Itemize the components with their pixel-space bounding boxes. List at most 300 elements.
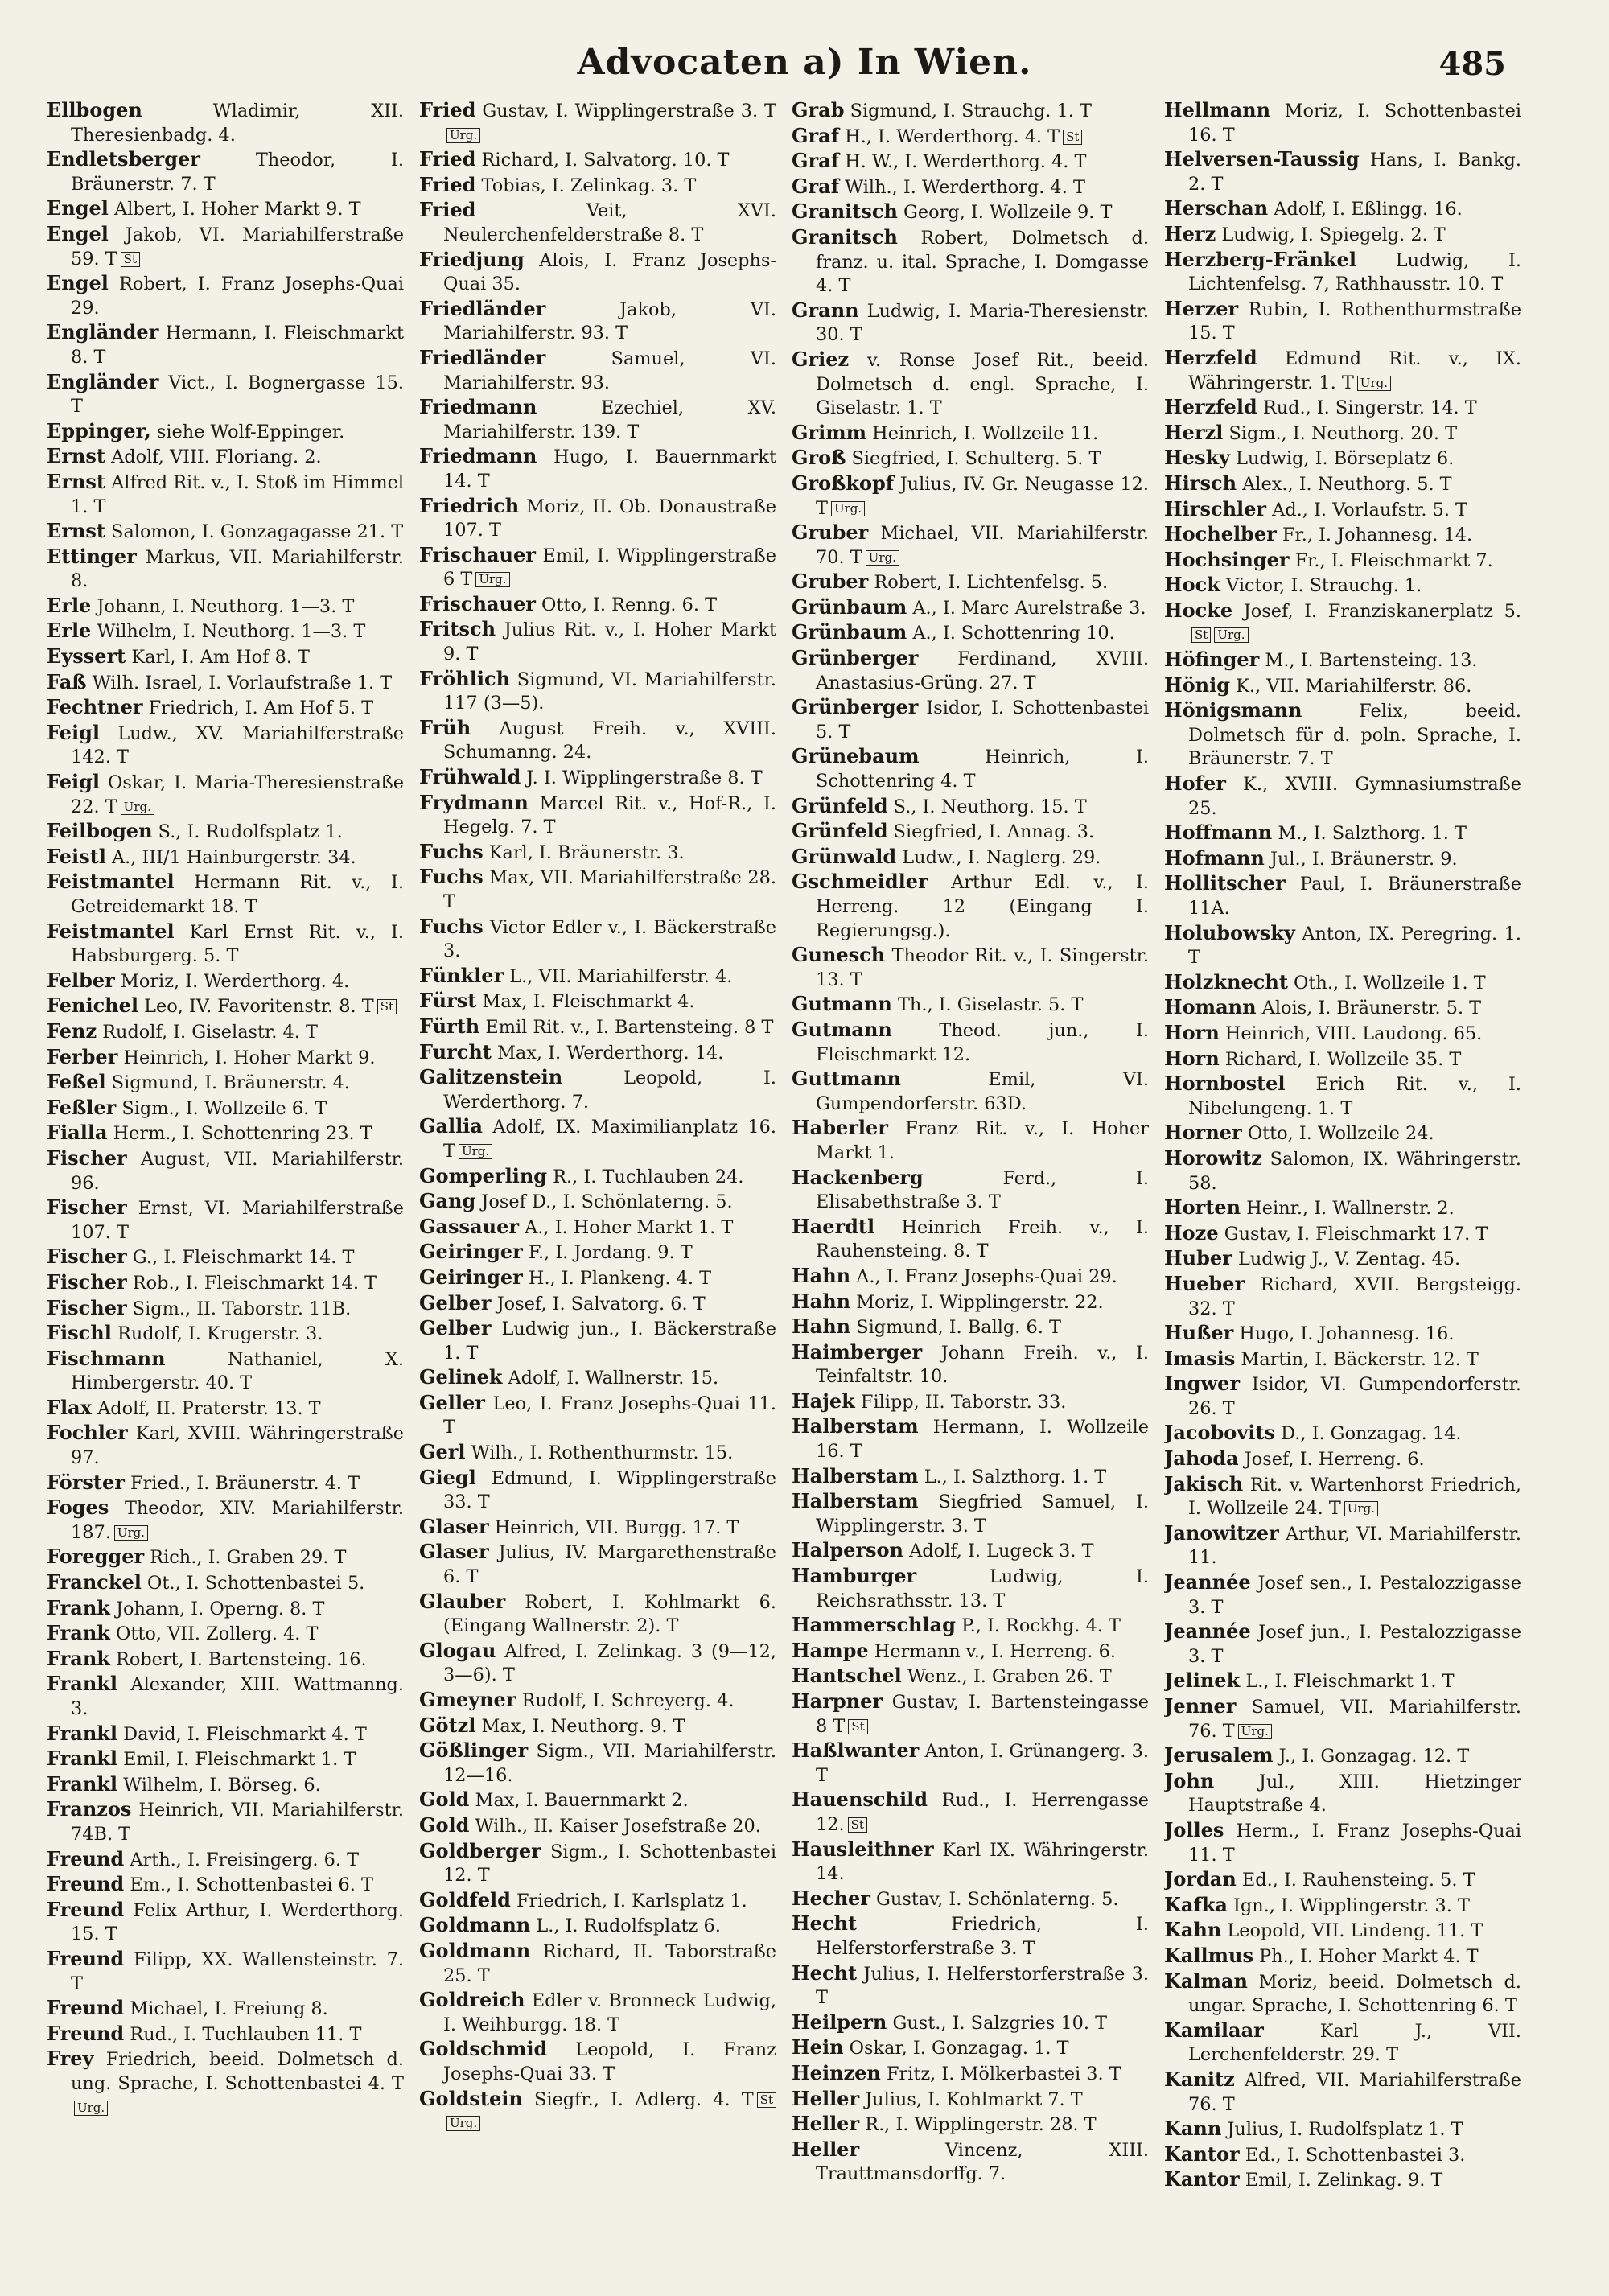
entry-details: Hermann v., I. Herreng. 6.: [868, 1640, 1117, 1662]
entry-details: Ludwig, I. Lichtenfelsg. 7, Rathhausstr. 10. T: [1188, 249, 1521, 295]
directory-entry: [47, 1121, 404, 1146]
directory-entry: [792, 521, 1149, 570]
directory-entry: [47, 1347, 404, 1396]
entry-surname: Herzberg-Fränkel: [1164, 247, 1356, 271]
entry-surname: Friedrich: [419, 493, 520, 517]
directory-entry: [47, 1570, 404, 1596]
directory-entry: [1164, 1867, 1521, 1893]
directory-entry: [47, 1296, 404, 1322]
entry-surname: Eppinger,: [47, 418, 151, 442]
entry-details: Gustav, I. Schönlaterng. 5.: [870, 1888, 1119, 1910]
entry-badge: St: [121, 252, 140, 267]
entry-surname: Friedjung: [419, 247, 525, 271]
directory-entry: [47, 695, 404, 721]
entry-surname: Hoffmann: [1164, 821, 1273, 845]
entry-details: Herm., I. Schottenring 23. T: [107, 1123, 372, 1145]
directory-entry: [792, 421, 1149, 446]
entry-surname: Giegl: [419, 1465, 476, 1489]
entry-surname: Hofer: [1164, 772, 1226, 796]
directory-entry: [1164, 698, 1521, 772]
entry-surname: Graf: [792, 149, 840, 173]
entry-details: K., VII. Mariahilferstr. 86.: [1230, 675, 1472, 697]
directory-entry: [1164, 673, 1521, 699]
directory-entry: [419, 1466, 776, 1515]
entry-details: Robert, Dolmetsch d. franz. u. ital. Sprache, I. Domgasse 4. T: [816, 227, 1149, 297]
entry-badge: St: [1063, 130, 1082, 145]
directory-entry: [1164, 222, 1521, 248]
entry-badge: Urg.: [74, 2101, 108, 2116]
directory-entry: [1164, 548, 1521, 574]
directory-entry: [792, 794, 1149, 820]
entry-surname: Frankl: [47, 1721, 118, 1745]
directory-entry: [47, 1195, 404, 1245]
entry-details: Theodor, I. Bräunerstr. 7. T: [71, 150, 404, 195]
page-header: [0, 42, 1609, 98]
entry-surname: Hampe: [792, 1638, 869, 1662]
directory-entry: [1164, 2167, 1521, 2193]
entry-surname: Felber: [47, 968, 115, 992]
entry-details: Ludwig, I. Spiegelg. 2. T: [1216, 224, 1446, 245]
entry-details: Rudolf, I. Schreyerg. 4.: [516, 1690, 735, 1711]
entry-surname: Gschmeidler: [792, 870, 928, 894]
entry-surname: Granitsch: [792, 224, 898, 249]
directory-entry: [792, 570, 1149, 595]
entry-details: Karl Ernst Rit. v., I. Habsburgerg. 5. T: [71, 921, 404, 967]
entry-surname: Hajek: [792, 1389, 855, 1413]
entry-surname: Hofmann: [1164, 846, 1265, 870]
entry-surname: Feigl: [47, 770, 101, 794]
directory-entry: [1164, 1694, 1521, 1743]
entry-surname: Hein: [792, 2035, 844, 2059]
directory-entry: [1164, 1521, 1521, 1570]
entry-details: L., VII. Mariahilferstr. 4.: [504, 965, 733, 987]
entry-surname: Ellbogen: [47, 98, 142, 121]
directory-entry: [1164, 2142, 1521, 2168]
directory-entry: [419, 1240, 776, 1265]
directory-entry: [792, 845, 1149, 870]
entry-details: Josef, I. Salvatorg. 6. T: [491, 1293, 706, 1315]
entry-details: G., I. Fleischmarkt 14. T: [126, 1247, 355, 1269]
directory-entry: [792, 98, 1149, 124]
entry-details: Arth., I. Freisingerg. 6. T: [124, 1849, 360, 1870]
entry-details: David, I. Fleischmarkt 4. T: [117, 1723, 367, 1745]
entry-details: Wilhelm, I. Neuthorg. 1—3. T: [91, 621, 366, 643]
directory-entry: [419, 1114, 776, 1163]
entry-surname: Jakisch: [1164, 1471, 1244, 1496]
entry-surname: Kamilaar: [1164, 2018, 1264, 2042]
entry-details: Josef, I. Herreng. 6.: [1238, 1449, 1425, 1471]
entry-surname: Jelinek: [1164, 1669, 1241, 1693]
directory-entry: [419, 791, 776, 840]
directory-entry: [792, 200, 1149, 225]
directory-entry: [1164, 573, 1521, 599]
entry-details: Rudolf, I. Giselastr. 4. T: [97, 1021, 318, 1043]
entry-surname: Horn: [1164, 1046, 1220, 1070]
entry-surname: Fenichel: [47, 994, 139, 1018]
directory-entry: [1164, 1347, 1521, 1372]
entry-details: Josef sen., I. Pestalozzigasse 3. T: [1188, 1573, 1521, 1618]
directory-entry: [419, 297, 776, 346]
entry-details: D., I. Gonzagag. 14.: [1274, 1423, 1462, 1445]
entry-surname: Fried: [419, 147, 476, 171]
entry-surname: Grünebaum: [792, 744, 920, 768]
directory-entry: [792, 1315, 1149, 1340]
entry-surname: Grünwald: [792, 844, 897, 868]
directory-entry: [47, 819, 404, 845]
directory-entry: [47, 594, 404, 619]
directory-entry: [47, 370, 404, 419]
entry-surname: Haerdtl: [792, 1214, 875, 1238]
directory-entry: [47, 1847, 404, 1873]
directory-entry: [47, 1672, 404, 1721]
entry-badge: Urg.: [446, 2116, 480, 2131]
entry-details: Samuel, VII. Mariahilferstr. 76. T: [1188, 1697, 1521, 1742]
entry-surname: Harpner: [792, 1689, 883, 1713]
entry-surname: Grann: [792, 298, 859, 322]
entry-details: Salomon, IX. Währingerstr. 58.: [1188, 1148, 1521, 1194]
entry-details: Ph., I. Hoher Markt 4. T: [1253, 1945, 1479, 1967]
directory-entry: [792, 1389, 1149, 1415]
entry-details: Karl, I. Am Hof 8. T: [126, 647, 310, 669]
directory-entry: [792, 595, 1149, 621]
entry-details: Siegfr., I. Adlerg. 4. T: [522, 2088, 754, 2110]
directory-entry: [1164, 1146, 1521, 1195]
directory-entry: [47, 1872, 404, 1898]
entry-surname: Fürst: [419, 989, 477, 1013]
directory-entry: [419, 989, 776, 1014]
directory-entry: [47, 545, 404, 594]
entry-surname: Hecht: [792, 1961, 858, 1985]
entry-surname: Frank: [47, 1621, 110, 1645]
entry-details: Johann Freih. v., I. Teinfaltstr. 10.: [816, 1342, 1149, 1388]
entry-details: Hugo, I. Bauernmarkt 14. T: [443, 446, 776, 492]
directory-entry: [1164, 1321, 1521, 1347]
entry-surname: Fuchs: [419, 839, 484, 863]
entry-badge: St: [848, 1719, 867, 1734]
entry-surname: Gunesch: [792, 943, 886, 967]
entry-surname: Foges: [47, 1496, 109, 1520]
entry-details: Moriz, I. Werderthorg. 4.: [114, 970, 350, 992]
entry-details: Adolf, II. Praterstr. 13. T: [92, 1397, 321, 1419]
entry-details: Edler v. Bronneck Ludwig, I. Weihburgg. 18. T: [443, 1990, 776, 2035]
entry-details: Friedrich, I. Helferstorferstraße 3. T: [816, 1914, 1149, 1959]
entry-surname: Fischer: [47, 1245, 127, 1269]
entry-details: Adolf, IX. Maximilianplatz 16. T: [443, 1117, 776, 1162]
entry-surname: Goldberger: [419, 1838, 541, 1862]
entry-surname: Fried: [419, 98, 476, 121]
entry-details: L., I. Fleischmarkt 1. T: [1240, 1671, 1455, 1693]
entry-details: Alexander, XIII. Wattmanng. 3.: [71, 1674, 404, 1719]
entry-surname: Hahn: [792, 1315, 851, 1339]
entry-details: Alfred Rit. v., I. Stoß im Himmel 1. T: [71, 471, 404, 517]
directory-entry: [1164, 248, 1521, 297]
entry-details: Rob., I. Fleischmarkt 14. T: [126, 1272, 377, 1294]
entry-details: Ferdinand, XVIII. Anastasius-Grüng. 27. T: [816, 648, 1149, 693]
entry-surname: Geller: [419, 1390, 485, 1414]
directory-entry: [419, 765, 776, 791]
directory-entry: [419, 1738, 776, 1788]
entry-surname: Herschan: [1164, 196, 1269, 220]
entry-surname: Horner: [1164, 1121, 1242, 1145]
column-1: [47, 98, 404, 2262]
entry-surname: Gruber: [792, 570, 869, 594]
directory-entry: [1164, 1472, 1521, 1521]
entry-surname: Fried: [419, 172, 476, 196]
directory-entry: [1164, 846, 1521, 872]
entry-surname: Hantschel: [792, 1664, 902, 1688]
entry-details: Fritz, I. Mölkerbastei 3. T: [880, 2063, 1121, 2084]
entry-surname: Hirschler: [1164, 496, 1267, 521]
entry-surname: Fischer: [47, 1269, 127, 1294]
directory-entry: [47, 98, 404, 147]
directory-entry: [419, 1939, 776, 1988]
entry-surname: Hecht: [792, 1911, 858, 1936]
directory-entry: [47, 222, 404, 271]
entry-surname: Imasis: [1164, 1346, 1236, 1370]
directory-entry: [419, 1065, 776, 1114]
entry-surname: Kann: [1164, 2117, 1222, 2141]
entry-surname: Glaser: [419, 1540, 489, 1564]
entry-details: Herm., I. Franz Josephs-Quai 11. T: [1188, 1820, 1521, 1866]
column-4: [1164, 98, 1521, 2262]
entry-details: Leopold, I. Werderthorg. 7.: [443, 1068, 776, 1113]
directory-entry: [792, 1067, 1149, 1116]
entry-details: Rich., I. Graben 29. T: [144, 1547, 347, 1569]
directory-entry: [419, 617, 776, 666]
entry-surname: Gelber: [419, 1316, 492, 1340]
entry-details: A., I. Hoher Markt 1. T: [518, 1216, 734, 1238]
entry-surname: Geiringer: [419, 1265, 523, 1289]
entry-surname: Freund: [47, 1872, 125, 1896]
directory-entry: [47, 1146, 404, 1195]
entry-details: Emil, VI. Gumpendorferstr. 63D.: [816, 1069, 1149, 1114]
entry-details: Otto, I. Renng. 6. T: [535, 594, 718, 615]
entry-surname: Haberler: [792, 1116, 888, 1140]
entry-surname: Gerl: [419, 1440, 466, 1464]
directory-entry: [419, 2037, 776, 2086]
entry-surname: Hornbostel: [1164, 1072, 1286, 1096]
entry-details: Moriz, II. Ob. Donaustraße 107. T: [443, 496, 776, 541]
entry-surname: Engel: [47, 196, 109, 220]
entry-details: Johann, I. Neuthorg. 1—3. T: [91, 595, 355, 617]
entry-details: Wilh. Israel, I. Vorlaufstraße 1. T: [86, 672, 393, 693]
entry-surname: Hönigsmann: [1164, 698, 1302, 722]
entry-details: Wilh., II. Kaiser Josefstraße 20.: [469, 1815, 761, 1837]
entry-surname: Goldstein: [419, 2086, 523, 2110]
entry-details: Ludwig, I. Börseplatz 6.: [1230, 448, 1455, 470]
directory-entry: [792, 1489, 1149, 1538]
directory-entry: [419, 964, 776, 990]
directory-entry: [47, 1396, 404, 1422]
entry-details: Adolf, I. Eßlingg. 16.: [1268, 199, 1463, 220]
entry-surname: Hackenberg: [792, 1165, 924, 1189]
entry-surname: Foregger: [47, 1545, 145, 1569]
entry-surname: Goldmann: [419, 1938, 531, 1962]
entry-surname: Hochsinger: [1164, 547, 1290, 571]
entry-details: Arthur Edl. v., I. Herreng. 12 (Eingang I. Regierungsg.).: [816, 872, 1149, 941]
directory-entry: [47, 470, 404, 519]
entry-surname: Freund: [47, 1897, 125, 1921]
entry-badge: Urg.: [121, 800, 154, 815]
entry-surname: Ingwer: [1164, 1372, 1241, 1396]
entry-surname: Hußer: [1164, 1321, 1234, 1345]
entry-details: Alfred, I. Zelinkag. 3 (9—12, 3—6). T: [443, 1640, 776, 1686]
entry-surname: Hochelber: [1164, 522, 1277, 546]
directory-entry: [792, 2087, 1149, 2113]
entry-surname: Herz: [1164, 221, 1216, 245]
entry-details: Alex., I. Neuthorg. 5. T: [1237, 473, 1452, 495]
entry-details: Heinrich, I. Schottenring 4. T: [816, 747, 1149, 792]
entry-details: Otto, VII. Zollerg. 4. T: [109, 1623, 319, 1645]
directory-entry: [1164, 1969, 1521, 2018]
entry-details: Adolf, VIII. Floriang. 2.: [105, 446, 322, 468]
entry-details: Hans, I. Bankg. 2. T: [1188, 150, 1521, 195]
entry-surname: Halberstam: [792, 1489, 919, 1513]
directory-entry: [792, 620, 1149, 646]
directory-entry: [419, 1913, 776, 1939]
directory-entry: [792, 1340, 1149, 1389]
directory-entry: [792, 2010, 1149, 2036]
entry-details: Heinrich, VII. Burgg. 17. T: [488, 1516, 739, 1538]
directory-entry: [792, 1961, 1149, 2010]
entry-surname: Frankl: [47, 1672, 118, 1696]
directory-entry: [47, 644, 404, 670]
entry-surname: Frankl: [47, 1747, 118, 1771]
entry-surname: Jolles: [1164, 1817, 1224, 1841]
entry-details: P., I. Rockhg. 4. T: [955, 1615, 1121, 1637]
entry-surname: Grünberger: [792, 695, 919, 719]
entry-badge: St: [757, 2092, 776, 2108]
entry-surname: Gößlinger: [419, 1738, 529, 1763]
entry-details: Wladimir, XII. Theresienbadg. 4.: [71, 101, 404, 146]
entry-surname: Fenz: [47, 1018, 97, 1043]
entry-surname: Gelinek: [419, 1365, 503, 1389]
page-title: Advocaten a) In Wien.: [577, 42, 1032, 83]
directory-entry: [1164, 1246, 1521, 1272]
entry-details: Rud., I. Tuchlauben 11. T: [124, 2023, 362, 2045]
entry-details: August Freih. v., XVIII. Schumanng. 24.: [443, 718, 776, 763]
entry-surname: Hauenschild: [792, 1788, 928, 1812]
entry-details: J., I. Gonzagag. 12. T: [1273, 1746, 1470, 1767]
directory-entry: [419, 147, 776, 173]
entry-details: Hermann Rit. v., I. Getreidemarkt 18. T: [71, 872, 404, 917]
directory-entry: [419, 1316, 776, 1365]
entry-surname: Frischauer: [419, 542, 536, 566]
directory-entry: [1164, 2117, 1521, 2142]
entry-surname: Haßlwanter: [792, 1738, 920, 1763]
entry-surname: Huber: [1164, 1246, 1232, 1270]
entry-surname: Glauber: [419, 1589, 506, 1613]
entry-surname: Fischer: [47, 1146, 127, 1170]
entry-details: Rud., I. Herrengasse 12.: [816, 1790, 1149, 1835]
entry-details: Max, I. Neuthorg. 9. T: [475, 1715, 685, 1737]
entry-details: Friedrich, beeid. Dolmetsch d. ung. Sprache, I. Schottenbastei 4. T: [71, 2049, 404, 2094]
entry-surname: Gallia: [419, 1114, 483, 1138]
entry-surname: Feistl: [47, 844, 106, 868]
directory-entry: [792, 1414, 1149, 1463]
directory-entry: [1164, 346, 1521, 395]
entry-surname: Fröhlich: [419, 666, 511, 690]
entry-details: Heinrich, I. Hoher Markt 9.: [117, 1047, 376, 1068]
entry-surname: Eyssert: [47, 644, 126, 669]
entry-details: Karl, I. Bräunerstr. 3.: [483, 841, 685, 863]
entry-details: Karl J., VII. Lerchenfelderstr. 29. T: [1188, 2020, 1521, 2066]
entry-surname: Horten: [1164, 1195, 1241, 1220]
directory-entry: [792, 1564, 1149, 1613]
entry-surname: Jenner: [1164, 1694, 1237, 1718]
entry-surname: Gold: [419, 1788, 470, 1812]
entry-details: Ludwig J., V. Zentag. 45.: [1232, 1249, 1461, 1270]
entry-details: Isidor, I. Schottenbastei 5. T: [816, 697, 1149, 743]
directory-entry: [1164, 1446, 1521, 1472]
entry-details: Ed., I. Rauhensteing. 5. T: [1236, 1870, 1475, 1891]
entry-surname: Hueber: [1164, 1271, 1245, 1295]
directory-entry: [47, 1070, 404, 1096]
entry-surname: Freund: [47, 1946, 125, 1970]
directory-entry: [47, 1270, 404, 1296]
entry-surname: Feigl: [47, 720, 101, 744]
directory-columns: [47, 98, 1523, 2262]
directory-entry: [47, 1772, 404, 1798]
directory-entry: [1164, 522, 1521, 548]
entry-surname: Flax: [47, 1395, 93, 1419]
entry-details: Nathaniel, X. Himbergerstr. 40. T: [71, 1348, 404, 1394]
entry-surname: Jordan: [1164, 1867, 1237, 1891]
entry-details: K., XVIII. Gymnasiumstraße 25.: [1188, 774, 1521, 819]
entry-badge: Urg.: [1344, 1501, 1378, 1516]
entry-badge: Urg.: [475, 572, 509, 587]
entry-details: Emil Rit. v., I. Bartensteing. 8 T: [479, 1016, 774, 1038]
entry-details: Max, I. Werderthorg. 14.: [491, 1042, 724, 1064]
entry-details: Hermann, I. Fleischmarkt 8. T: [71, 323, 404, 368]
entry-surname: Früh: [419, 715, 471, 739]
directory-entry: [1164, 395, 1521, 421]
directory-entry: [1164, 772, 1521, 821]
entry-surname: Halberstam: [792, 1414, 919, 1438]
directory-entry: [792, 943, 1149, 992]
directory-entry: [792, 1887, 1149, 1912]
entry-surname: Feistmantel: [47, 870, 175, 894]
entry-details: Ot., I. Schottenbastei 5.: [141, 1573, 365, 1594]
entry-details: Heinrich Freih. v., I. Rauhensteing. 8. T: [816, 1216, 1149, 1262]
directory-entry: [792, 225, 1149, 298]
entry-surname: Kahn: [1164, 1918, 1222, 1942]
entry-details: Ludw., I. Naglerg. 29.: [896, 846, 1101, 868]
entry-details: Gustav, I. Fleischmarkt 17. T: [1218, 1223, 1488, 1245]
directory-entry: [792, 2112, 1149, 2138]
directory-entry: [419, 865, 776, 914]
entry-details: Theod. jun., I. Fleischmarkt 12.: [816, 1019, 1149, 1065]
entry-surname: Hocke: [1164, 598, 1233, 622]
entry-details: Julius, IV. Margarethenstraße 6. T: [443, 1542, 776, 1588]
entry-surname: Engel: [47, 221, 109, 245]
entry-surname: Feilbogen: [47, 819, 153, 843]
directory-entry: [1164, 2068, 1521, 2117]
entry-surname: Kanitz: [1164, 2067, 1235, 2091]
entry-details: Rit. v. Wartenhorst Friedrich, I. Wollzeile 24. T: [1188, 1474, 1521, 1520]
directory-entry: [419, 667, 776, 716]
directory-entry: [1164, 1619, 1521, 1669]
entry-details: Gust., I. Salzgries 10. T: [887, 2012, 1108, 2034]
entry-details: Rudolf, I. Krugerstr. 3.: [111, 1323, 323, 1345]
entry-surname: Hecher: [792, 1886, 870, 1910]
entry-surname: Homann: [1164, 995, 1257, 1019]
entry-surname: Ernst: [47, 469, 105, 493]
directory-entry: [47, 721, 404, 770]
entry-surname: Goldschmid: [419, 2037, 548, 2061]
directory-entry: [1164, 1570, 1521, 1619]
entry-details: Leopold, I. Franz Josephs-Quai 33. T: [443, 2039, 776, 2084]
